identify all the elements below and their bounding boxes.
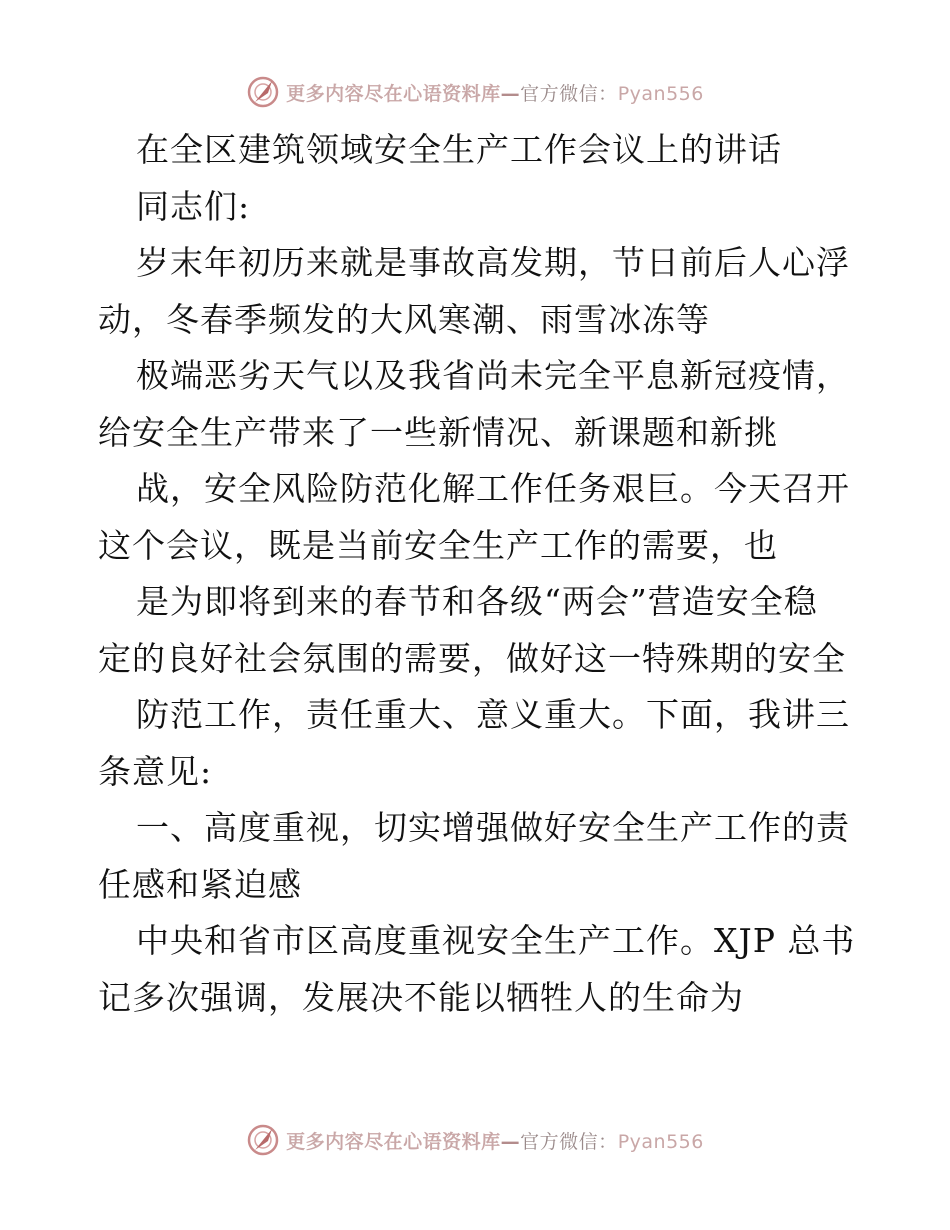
body-line: 给安全生产带来了一些新情况、新课题和新挑 <box>98 412 778 452</box>
header-watermark <box>0 72 950 112</box>
document-body <box>98 122 858 1026</box>
body-line: 动，冬春季频发的大风寒潮、雨雪冰冻等 <box>98 299 710 339</box>
body-line: 极端恶劣天气以及我省尚未完全平息新冠疫情， <box>136 356 850 395</box>
document-title: 在全区建筑领域安全生产工作会议上的讲话 <box>136 130 782 169</box>
watermark-official: 官方微信： <box>520 1130 618 1153</box>
section-heading: 任感和紧迫感 <box>98 864 302 904</box>
body-line: 条意见: <box>98 751 213 791</box>
watermark-dash: — <box>500 1130 521 1153</box>
watermark-dash: — <box>500 82 521 105</box>
watermark-brand: 更多内容尽在心语资料库 <box>286 1130 501 1153</box>
body-line: 定的良好社会氛围的需要，做好这一特殊期的安全 <box>98 638 846 678</box>
footer-watermark <box>0 1120 950 1160</box>
watermark-official: 官方微信： <box>520 82 618 105</box>
body-line: 这个会议，既是当前安全生产工作的需要，也 <box>98 525 778 565</box>
salutation: 同志们: <box>136 186 251 226</box>
quill-logo-icon <box>246 75 280 109</box>
body-line: 防范工作，责任重大、意义重大。下面，我讲三 <box>136 695 850 734</box>
body-line: 岁末年初历来就是事故高发期，节日前后人心浮 <box>136 243 850 282</box>
body-line: 中央和省市区高度重视安全生产工作。XJP 总书 <box>136 921 856 960</box>
body-line: 记多次强调，发展决不能以牺牲人的生命为 <box>98 977 744 1017</box>
body-line: 战，安全风险防范化解工作任务艰巨。今天召开 <box>136 469 850 508</box>
section-heading: 一、高度重视，切实增强做好安全生产工作的责 <box>136 808 850 847</box>
watermark-id: Pyan556 <box>617 1130 704 1153</box>
quill-logo-icon <box>246 1123 280 1157</box>
body-line: 是为即将到来的春节和各级“两会”营造安全稳 <box>136 582 818 621</box>
watermark-brand: 更多内容尽在心语资料库 <box>286 82 501 105</box>
watermark-id: Pyan556 <box>617 82 704 105</box>
